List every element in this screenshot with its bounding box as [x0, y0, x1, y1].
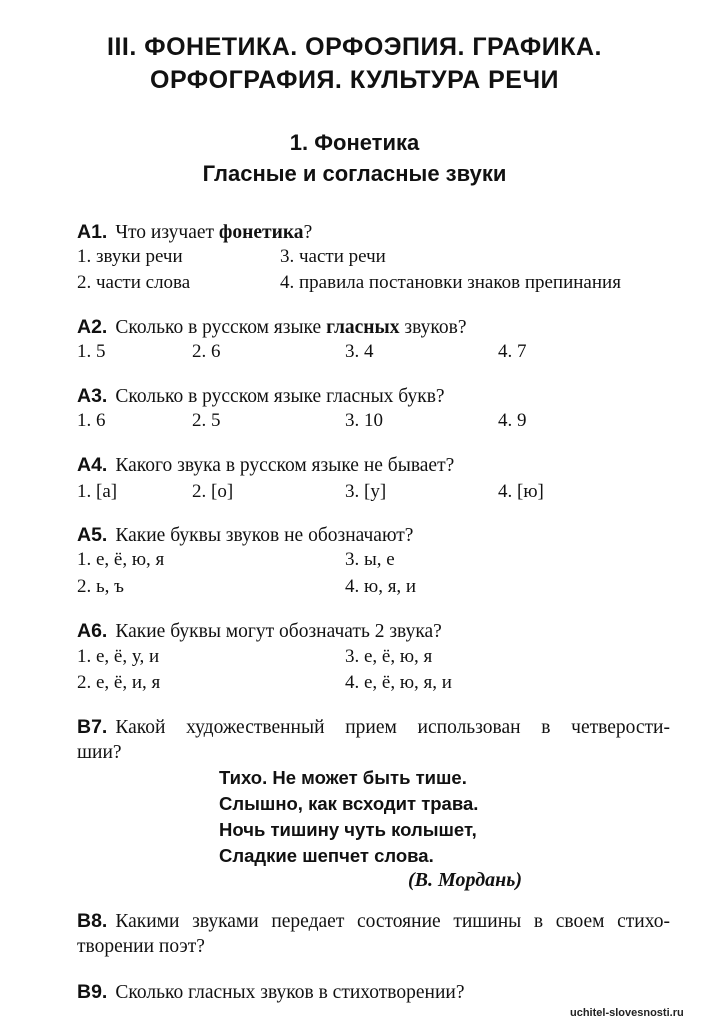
- question-text: Сколько в русском языке гласных букв?: [115, 386, 445, 407]
- question-number: А3.: [77, 385, 108, 407]
- question-b8: [77, 910, 670, 933]
- option-a4-1: 1. [а]: [77, 481, 118, 502]
- question-number: А2.: [77, 316, 108, 338]
- question-a3: [77, 385, 445, 408]
- question-number: В7.: [77, 716, 108, 738]
- option-a6-1: 1. е, ё, у, и: [77, 646, 160, 667]
- question-b8-line-2: творении поэт?: [77, 936, 205, 957]
- question-number: В9.: [77, 981, 108, 1003]
- question-keyword: гласных: [326, 317, 400, 338]
- option-a2-2: 2. 6: [192, 341, 221, 362]
- option-a5-3: 3. ы, е: [345, 549, 395, 570]
- option-a3-4: 4. 9: [498, 410, 527, 431]
- question-a6: [77, 620, 442, 643]
- question-text-end: ?: [303, 222, 313, 243]
- option-a5-4: 4. ю, я, и: [345, 576, 417, 597]
- question-a1: [77, 221, 312, 244]
- option-a4-3: 3. [у]: [345, 481, 387, 502]
- option-a2-4: 4. 7: [498, 341, 527, 362]
- question-a4: [77, 454, 454, 477]
- watermark: uchitel-slovesnosti.ru: [570, 1007, 684, 1019]
- option-a3-2: 2. 5: [192, 410, 221, 431]
- question-number: А4.: [77, 454, 108, 476]
- option-a3-3: 3. 10: [345, 410, 383, 431]
- poem-line-2: Слышно, как всходит трава.: [219, 793, 479, 814]
- question-text: Какого звука в русском языке не бывает?: [115, 455, 455, 476]
- option-a6-3: 3. е, ё, ю, я: [345, 646, 433, 667]
- chapter-title-line-2: ОРФОГРАФИЯ. КУЛЬТУРА РЕЧИ: [150, 66, 559, 94]
- option-a4-2: 2. [о]: [192, 481, 234, 502]
- chapter-title-line-1: III. ФОНЕТИКА. ОРФОЭПИЯ. ГРАФИКА.: [107, 33, 602, 61]
- poem-author: (В. Мордань): [408, 869, 523, 891]
- question-number: А5.: [77, 524, 108, 546]
- question-text-end: звуков?: [399, 317, 467, 338]
- option-a1-4: 4. правила постановки знаков препинания: [280, 272, 621, 293]
- question-number: А6.: [77, 620, 108, 642]
- option-a1-1: 1. звуки речи: [77, 246, 183, 267]
- question-number: А1.: [77, 221, 108, 243]
- question-text: Какие буквы могут обозначать 2 звука?: [115, 621, 442, 642]
- option-a6-4: 4. е, ё, ю, я, и: [345, 672, 452, 693]
- option-a6-2: 2. е, ё, и, я: [77, 672, 161, 693]
- question-number: В8.: [77, 910, 108, 932]
- question-text: Сколько в русском языке: [115, 317, 327, 338]
- option-a2-3: 3. 4: [345, 341, 374, 362]
- question-text-line-1: Какой художественный прием использован в четверости-: [115, 717, 670, 738]
- option-a2-1: 1. 5: [77, 341, 106, 362]
- question-b9: [77, 981, 465, 1004]
- section-subtitle: Гласные и согласные звуки: [202, 161, 507, 186]
- question-text: Что изучает: [115, 222, 219, 243]
- question-text-line-1: Какими звуками передает состояние тишины в своем стихо-: [115, 911, 670, 932]
- poem-line-3: Ночь тишину чуть колышет,: [219, 819, 477, 840]
- question-keyword: фонетика: [218, 222, 304, 243]
- poem-line-4: Сладкие шепчет слова.: [219, 845, 434, 866]
- option-a1-2: 2. части слова: [77, 272, 191, 293]
- question-b7-line-2: шии?: [77, 742, 122, 763]
- question-text: Какие буквы звуков не обозначают?: [115, 525, 414, 546]
- option-a5-2: 2. ь, ъ: [77, 576, 124, 597]
- question-a5: [77, 524, 413, 547]
- question-a2: [77, 316, 466, 339]
- question-b7: [77, 716, 670, 739]
- section-title: 1. Фонетика: [289, 130, 420, 155]
- question-text: Сколько гласных звуков в стихотворении?: [115, 982, 465, 1003]
- option-a4-4: 4. [ю]: [498, 481, 544, 502]
- option-a1-3: 3. части речи: [280, 246, 386, 267]
- option-a5-1: 1. е, ё, ю, я: [77, 549, 165, 570]
- option-a3-1: 1. 6: [77, 410, 106, 431]
- poem-line-1: Тихо. Не может быть тише.: [219, 767, 467, 788]
